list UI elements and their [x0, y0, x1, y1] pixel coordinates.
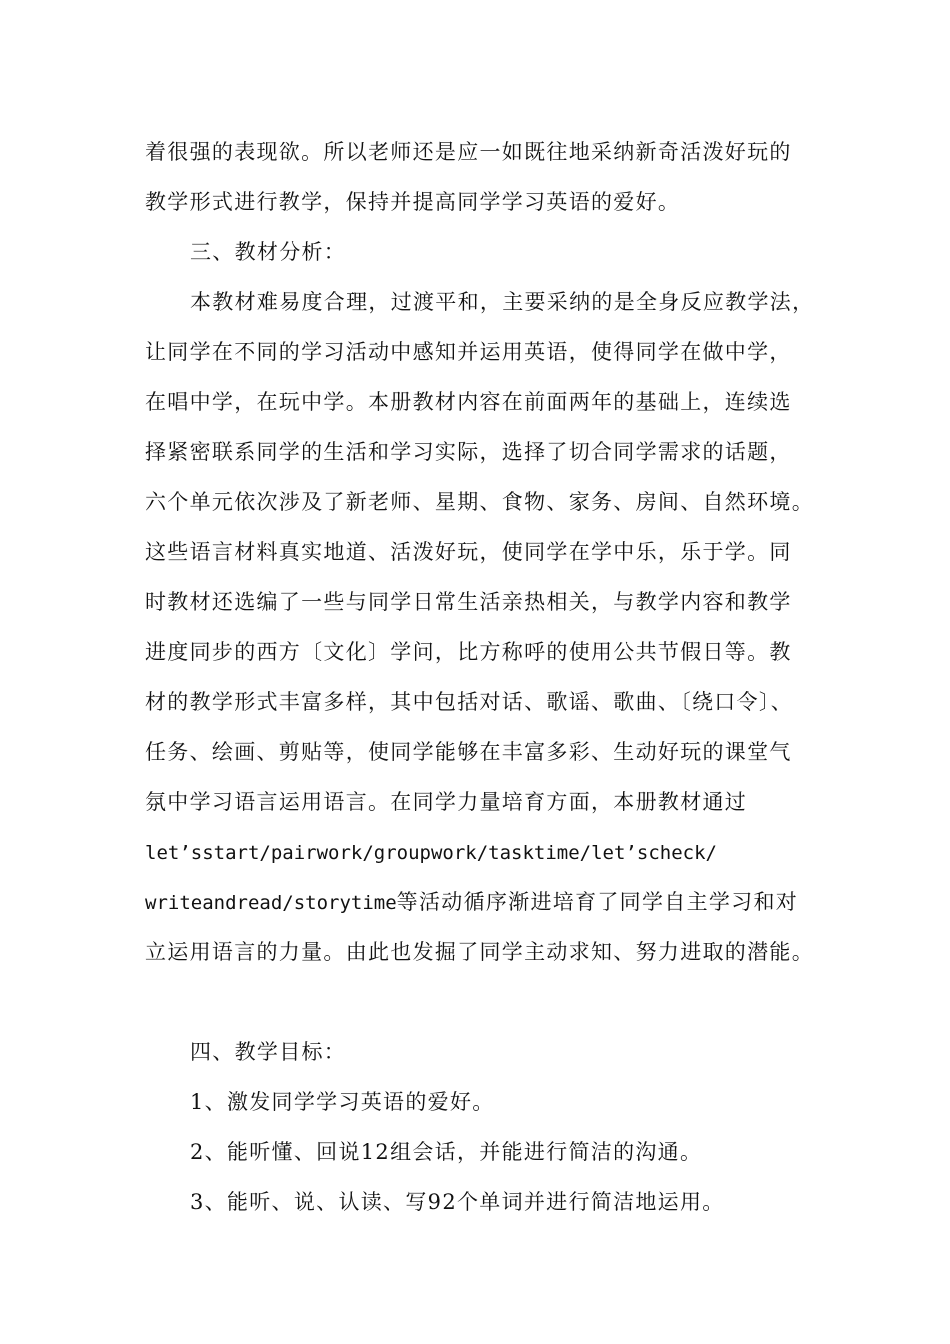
paragraph-line: 六个单元依次涉及了新老师、星期、食物、家务、房间、自然环境。 — [145, 490, 814, 514]
paragraph-line: 任务、绘画、剪贴等，使同学能够在丰富多彩、生动好玩的课堂气 — [145, 740, 792, 764]
list-item: 1、激发同学学习英语的爱好。 — [190, 1090, 495, 1114]
paragraph-line: 这些语言材料真实地道、活泼好玩，使同学在学中乐，乐于学。同 — [145, 540, 792, 564]
section-heading: 三、教材分析： — [190, 240, 347, 264]
activity-list-text: writeandread/storytime — [145, 892, 397, 914]
paragraph-line: 氛中学习语言运用语言。在同学力量培育方面，本册教材通过 — [145, 790, 748, 814]
paragraph-line: 本教材难易度合理，过渡平和，主要采纳的是全身反应教学法， — [190, 290, 815, 314]
paragraph-line-latin — [145, 839, 717, 866]
paragraph-line: 教学形式进行教学，保持并提高同学学习英语的爱好。 — [145, 190, 681, 214]
list-item: 2、能听懂、回说12组会话，并能进行简洁的沟通。 — [190, 1140, 703, 1164]
paragraph-line: 进度同步的西方〔文化〕学问，比方称呼的使用公共节假日等。教 — [145, 640, 792, 664]
paragraph-line: 时教材还选编了一些与同学日常生活亲热相关，与教学内容和教学 — [145, 590, 792, 614]
paragraph-line: 着很强的表现欲。所以老师还是应一如既往地采纳新奇活泼好玩的 — [145, 140, 792, 164]
section-heading: 四、教学目标： — [190, 1040, 347, 1064]
paragraph-line-mixed — [145, 889, 798, 916]
paragraph-line: 材的教学形式丰富多样，其中包括对话、歌谣、歌曲、〔绕口令〕、 — [145, 690, 793, 714]
list-item: 3、能听、说、认读、写92个单词并进行简洁地运用。 — [190, 1190, 725, 1214]
paragraph-line: 立运用语言的力量。由此也发掘了同学主动求知、努力进取的潜能。 — [145, 940, 814, 964]
paragraph-text: 等活动循序渐进培育了同学自主学习和对 — [396, 890, 799, 914]
paragraph-line: 择紧密联系同学的生活和学习实际，选择了切合同学需求的话题， — [145, 440, 792, 464]
paragraph-line: 在唱中学，在玩中学。本册教材内容在前面两年的基础上，连续选 — [145, 390, 792, 414]
activity-list-text: let’sstart/pairwork/groupwork/tasktime/let’scheck/ — [145, 842, 717, 864]
paragraph-line: 让同学在不同的学习活动中感知并运用英语，使得同学在做中学， — [145, 340, 792, 364]
